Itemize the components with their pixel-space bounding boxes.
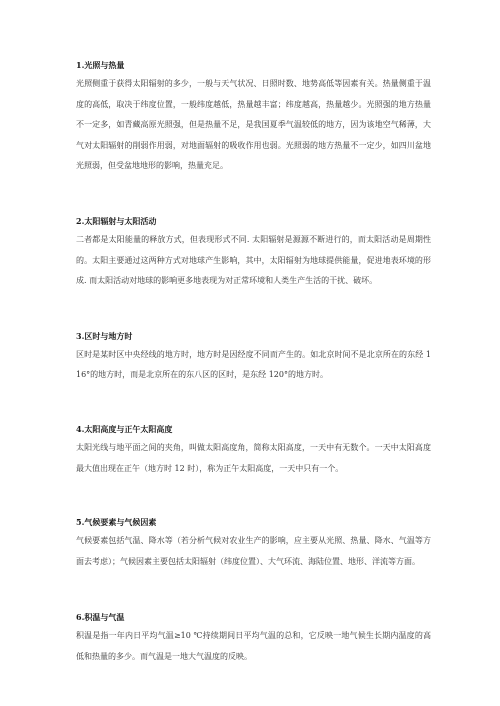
section-title: 6.积温与气温 [76,612,125,623]
section-zone-time-and-local-time [76,329,431,386]
section-body: 积温是指一年内日平均气温≥10 ℃持续期间日平均气温的总和，它反映一地气候生长期内温度的高低和热量的多少。而气温是一地大气温度的反映。 [76,631,431,661]
section-body: 太阳光线与地平面之间的夹角，叫做太阳高度角，简称太阳高度，一天中有无数个。一天中太阳高度最大值出现在正午（地方时 12 时），称为正午太阳高度，一天中只有一个。 [76,442,431,473]
section-title: 3.区时与地方时 [76,330,133,341]
section-body: 气候要素包括气温、降水等（若分析气候对农业生产的影响，应主要从光照、热量、降水、气温等方面去考虑）；气候因素主要包括太阳辐射（纬度位置）、大气环流、海陆位置、地形、洋流等方面。 [76,536,431,566]
section-solar-radiation-and-activity [76,214,431,292]
section-accumulated-temperature [76,610,431,667]
section-title: 4.太阳高度与正午太阳高度 [76,423,173,434]
section-title: 1.光照与热量 [76,60,125,70]
section-climate-elements-and-factors [76,515,431,572]
section-body: 光照侧重于获得太阳辐射的多少，一般与天气状况、日照时数、地势高低等因素有关。热量侧重于温度的高低，取决于纬度位置，一般纬度越低，热量越丰富；纬度越高，热量越少。光照强的地方热量不一定多，如青藏高原光照强，但是热量不足，是我国夏季气温较低的地方，因为该地空气稀薄，大气对太阳辐射的削弱作用弱，对地面辐射的吸收作用也弱。光照弱的地方热量不一定少，如四川盆地光照弱，但受盆地地形的影响，热量充足。 [76,79,431,171]
section-body: 区时是某时区中央经线的地方时，地方时是因经度不同而产生的。如北京时间不是北京所在的东经 116°的地方时，而是北京所在的东八区的区时，是东经 120°的地方时。 [76,349,431,380]
section-solar-altitude [76,422,431,479]
section-body: 二者都是太阳能量的释放方式，但表现形式不同. 太阳辐射是源源不断进行的，而太阳活动是周期性的。太阳主要通过这两种方式对地球产生影响，其中，太阳辐射为地球提供能量，促进地表环境的形成. 而太阳活动对地球的影响更多地表现为对正常环境和人类生产生活的干扰、破坏。 [76,234,431,286]
section-light-and-heat [76,58,431,177]
section-title: 2.太阳辐射与太阳活动 [76,215,157,226]
document-page [76,58,431,703]
section-title: 5.气候要素与气候因素 [76,517,157,528]
